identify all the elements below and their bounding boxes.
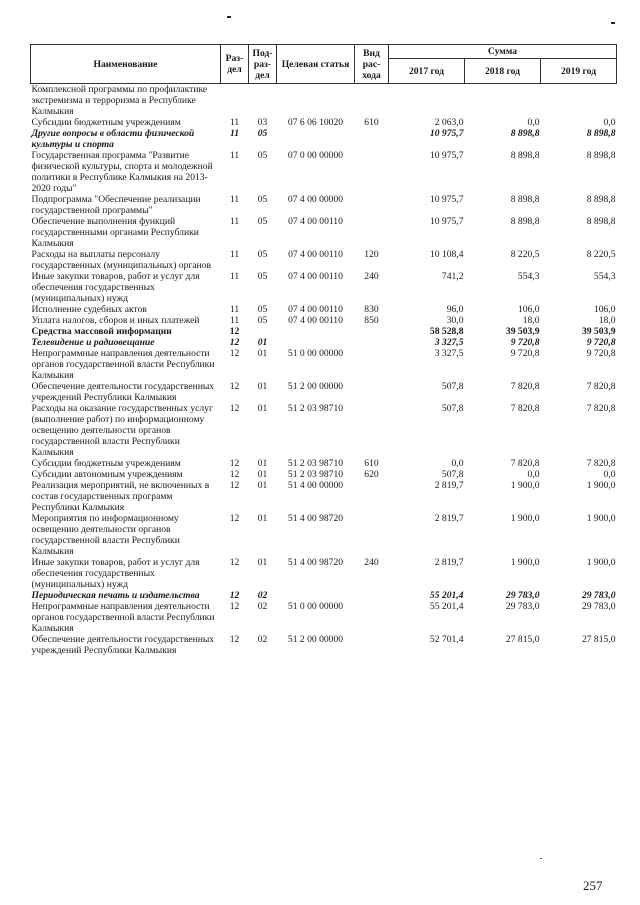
row-sum-2019: 0,0 — [603, 117, 616, 128]
row-razdel: 12 — [229, 601, 240, 612]
row-celevaya: 07 4 00 00110 — [288, 216, 343, 227]
row-sum-2019: 106,0 — [593, 304, 616, 315]
row-vid: 240 — [364, 271, 379, 282]
row-name: Непрограммные направления деятельности органов государственной власти Республики Калмыкия — [31, 348, 215, 381]
row-name: Субсидии бюджетным учреждениям — [31, 458, 181, 469]
row-celevaya — [277, 128, 355, 150]
row-razdel: 12 — [229, 513, 240, 524]
row-razdel: 12 — [229, 348, 240, 359]
row-podrazdel: 01 — [257, 403, 268, 414]
row-name: Периодическая печать и издательства — [31, 590, 200, 601]
row-sum-2019: 0,0 — [603, 469, 616, 480]
table-row — [31, 117, 617, 128]
table-row — [31, 381, 617, 403]
row-razdel: 11 — [229, 216, 240, 227]
row-name: Непрограммные направления деятельности органов государственной власти Республики Калмыкия — [31, 601, 215, 634]
row-sum-2017: 10 975,7 — [429, 150, 464, 161]
row-vid — [355, 590, 389, 601]
row-vid — [355, 348, 389, 381]
header-name: Наименование — [31, 45, 221, 84]
row-sum-2019: 39 503,9 — [581, 326, 616, 337]
row-vid — [355, 150, 389, 194]
row-sum-2017: 10 108,4 — [429, 249, 464, 260]
row-sum-2018: 554,3 — [517, 271, 540, 282]
row-sum-2017: 0,0 — [451, 458, 464, 469]
row-name: Подпрограмма "Обеспечение реализации государственной программы" — [31, 194, 201, 216]
row-sum-2017: 507,8 — [441, 381, 464, 392]
row-name: Телевидение и радиовещание — [31, 337, 155, 348]
table-header — [31, 45, 617, 84]
row-sum-2019: 1 900,0 — [586, 480, 616, 491]
row-celevaya: 07 4 00 00110 — [288, 271, 343, 282]
row-razdel: 11 — [229, 150, 240, 161]
table-row — [31, 458, 617, 469]
row-podrazdel — [249, 84, 277, 118]
row-vid — [355, 194, 389, 216]
table-row — [31, 634, 617, 656]
row-sum-2018: 0,0 — [527, 117, 540, 128]
row-celevaya — [277, 590, 355, 601]
row-sum-2019: 9 720,8 — [586, 348, 616, 359]
row-razdel: 12 — [229, 458, 240, 469]
table-row — [31, 557, 617, 590]
row-name: Субсидии бюджетным учреждениям — [31, 117, 181, 128]
row-sum-2018: 106,0 — [517, 304, 540, 315]
row-vid: 610 — [364, 458, 379, 469]
table-row — [31, 337, 617, 348]
budget-table — [30, 44, 617, 656]
row-sum-2017: 58 528,8 — [429, 326, 464, 337]
row-sum-2018 — [465, 84, 541, 118]
table-row — [31, 315, 617, 326]
row-sum-2019 — [541, 84, 617, 118]
table-row — [31, 271, 617, 304]
row-podrazdel: 01 — [257, 458, 268, 469]
row-vid — [355, 128, 389, 150]
table-row — [31, 601, 617, 634]
row-sum-2018: 9 720,8 — [510, 348, 540, 359]
table-row — [31, 513, 617, 557]
row-podrazdel: 05 — [257, 304, 268, 315]
row-sum-2018: 1 900,0 — [510, 480, 540, 491]
row-sum-2018: 29 783,0 — [505, 601, 540, 612]
row-podrazdel — [249, 326, 277, 337]
row-podrazdel: 02 — [257, 590, 268, 601]
row-razdel: 12 — [229, 403, 240, 414]
row-podrazdel: 05 — [257, 216, 268, 227]
row-celevaya: 07 4 00 00110 — [288, 315, 343, 326]
row-name: Субсидии автономным учреждениям — [31, 469, 183, 480]
row-sum-2017: 3 327,5 — [434, 348, 464, 359]
row-sum-2019: 18,0 — [598, 315, 616, 326]
scan-dot — [540, 858, 542, 859]
row-razdel: 12 — [229, 469, 240, 480]
row-razdel: 12 — [229, 480, 240, 491]
row-sum-2017: 55 201,4 — [429, 601, 464, 612]
row-sum-2017: 2 819,7 — [434, 480, 464, 491]
row-sum-2017: 2 063,0 — [434, 117, 464, 128]
row-vid: 620 — [364, 469, 379, 480]
row-podrazdel: 01 — [257, 557, 268, 568]
row-celevaya: 51 4 00 00000 — [287, 480, 344, 491]
row-sum-2019: 7 820,8 — [586, 403, 616, 414]
row-name: Расходы на выплаты персоналу государственных (муниципальных) органов — [31, 249, 212, 271]
row-celevaya: 51 2 00 00000 — [287, 381, 344, 392]
row-celevaya — [277, 337, 355, 348]
row-name: Расходы на оказание государственных услуг (выполнение работ) по информационному освещению деятельности органов государственной власти Республики Калмыкия — [31, 403, 213, 458]
table-row — [31, 249, 617, 271]
row-sum-2019: 8 898,8 — [586, 150, 616, 161]
row-name: Мероприятия по информационному освещению деятельности органов государственной власти Республики Калмыкия — [31, 513, 180, 557]
table-row — [31, 304, 617, 315]
row-sum-2017: 3 327,5 — [434, 337, 464, 348]
scan-mark — [227, 16, 231, 18]
row-sum-2018: 9 720,8 — [510, 337, 540, 348]
scan-mark — [611, 22, 615, 24]
row-vid: 120 — [364, 249, 379, 260]
row-sum-2019: 8 898,8 — [586, 194, 616, 205]
row-sum-2018: 1 900,0 — [510, 557, 540, 568]
row-sum-2017: 55 201,4 — [429, 590, 464, 601]
row-sum-2017: 10 975,7 — [429, 216, 464, 227]
row-sum-2017: 96,0 — [446, 304, 464, 315]
row-sum-2019: 7 820,8 — [586, 381, 616, 392]
table-row — [31, 590, 617, 601]
row-vid — [355, 337, 389, 348]
row-celevaya: 07 4 00 00110 — [288, 304, 343, 315]
row-celevaya: 51 2 00 00000 — [287, 634, 344, 645]
row-sum-2018: 27 815,0 — [505, 634, 540, 645]
row-sum-2017: 507,8 — [441, 469, 464, 480]
row-razdel: 12 — [229, 337, 240, 348]
table-row — [31, 469, 617, 480]
row-sum-2019: 27 815,0 — [581, 634, 616, 645]
row-celevaya — [277, 84, 355, 118]
row-celevaya: 51 4 00 98720 — [287, 513, 344, 524]
row-name: Реализация мероприятий, не включенных в состав государственных программ Республики Калмыкия — [31, 480, 210, 513]
row-sum-2019: 8 220,5 — [586, 249, 616, 260]
row-name: Обеспечение деятельности государственных учреждений Республики Калмыкия — [31, 381, 215, 403]
row-razdel: 12 — [229, 557, 240, 568]
row-name: Комплексной программы по профилактике экстремизма и терроризма в Республике Калмыкия — [31, 84, 208, 117]
table-row — [31, 348, 617, 381]
row-sum-2018: 8 898,8 — [510, 128, 540, 139]
row-sum-2019: 554,3 — [593, 271, 616, 282]
row-celevaya — [277, 326, 355, 337]
table-row — [31, 128, 617, 150]
row-sum-2019: 29 783,0 — [581, 601, 616, 612]
row-podrazdel: 05 — [257, 128, 268, 139]
header-celevaya: Целевая статья — [277, 45, 355, 84]
row-podrazdel: 01 — [257, 381, 268, 392]
row-sum-2017: 741,2 — [441, 271, 464, 282]
row-name: Иные закупки товаров, работ и услуг для обеспечения государственных (муниципальных) нужд — [31, 557, 200, 590]
row-celevaya: 07 6 06 10020 — [287, 117, 344, 128]
row-sum-2019: 29 783,0 — [581, 590, 616, 601]
header-2018: 2018 год — [465, 59, 541, 84]
row-razdel: 12 — [229, 634, 240, 645]
row-name: Уплата налогов, сборов и иных платежей — [31, 315, 200, 326]
row-sum-2018: 39 503,9 — [505, 326, 540, 337]
row-podrazdel: 01 — [257, 337, 268, 348]
header-summa: Сумма — [389, 45, 617, 59]
row-celevaya: 51 2 03 98710 — [287, 469, 344, 480]
table-row — [31, 326, 617, 337]
table-row — [31, 150, 617, 194]
row-podrazdel: 05 — [257, 249, 268, 260]
row-sum-2018: 8 898,8 — [510, 150, 540, 161]
row-vid — [355, 326, 389, 337]
row-celevaya: 51 2 03 98710 — [287, 403, 344, 414]
row-celevaya: 51 0 00 00000 — [287, 348, 344, 359]
row-name: Государственная программа "Развитие физической культуры, спорта и молодежной политики в Республике Калмыкия на 2013-2020 годы" — [31, 150, 213, 194]
row-razdel — [221, 84, 249, 118]
row-razdel: 11 — [229, 271, 240, 282]
row-razdel: 11 — [229, 249, 240, 260]
row-sum-2018: 8 898,8 — [510, 194, 540, 205]
row-podrazdel: 01 — [257, 513, 268, 524]
row-vid: 850 — [364, 315, 379, 326]
table-row — [31, 403, 617, 458]
row-vid — [355, 601, 389, 634]
row-name: Иные закупки товаров, работ и услуг для обеспечения государственных (муниципальных) нужд — [31, 271, 200, 304]
row-celevaya: 07 0 00 00000 — [287, 150, 344, 161]
row-sum-2017 — [389, 84, 465, 118]
row-sum-2018: 7 820,8 — [510, 403, 540, 414]
row-podrazdel: 05 — [257, 315, 268, 326]
row-vid — [355, 480, 389, 513]
row-vid — [355, 84, 389, 118]
row-name: Обеспечение выполнения функций государственными органами Республики Калмыкия — [31, 216, 199, 249]
row-podrazdel: 02 — [257, 634, 268, 645]
row-podrazdel: 05 — [257, 194, 268, 205]
row-razdel: 12 — [229, 381, 240, 392]
row-sum-2017: 10 975,7 — [429, 128, 464, 139]
row-razdel: 12 — [229, 590, 240, 601]
header-2017: 2017 год — [389, 59, 465, 84]
table-row — [31, 216, 617, 249]
row-podrazdel: 01 — [257, 469, 268, 480]
header-vid: Вид рас-хода — [355, 45, 389, 84]
row-celevaya: 51 4 00 98720 — [287, 557, 344, 568]
row-vid — [355, 381, 389, 403]
row-sum-2017: 507,8 — [441, 403, 464, 414]
page-number: 257 — [583, 878, 603, 893]
header-razdel: Раз-дел — [221, 45, 249, 84]
row-celevaya: 51 2 03 98710 — [287, 458, 344, 469]
row-sum-2019: 1 900,0 — [586, 513, 616, 524]
row-vid — [355, 634, 389, 656]
row-podrazdel: 05 — [257, 271, 268, 282]
table-body — [31, 84, 617, 657]
row-celevaya: 07 4 00 00110 — [288, 249, 343, 260]
row-sum-2017: 30,0 — [446, 315, 464, 326]
row-podrazdel: 03 — [257, 117, 268, 128]
row-sum-2018: 7 820,8 — [510, 381, 540, 392]
row-sum-2018: 8 898,8 — [510, 216, 540, 227]
table-row — [31, 84, 617, 118]
row-sum-2019: 8 898,8 — [586, 128, 616, 139]
row-celevaya: 51 0 00 00000 — [287, 601, 344, 612]
row-sum-2018: 18,0 — [522, 315, 540, 326]
row-sum-2019: 7 820,8 — [586, 458, 616, 469]
row-sum-2017: 2 819,7 — [434, 557, 464, 568]
row-sum-2018: 29 783,0 — [505, 590, 540, 601]
row-podrazdel: 01 — [257, 480, 268, 491]
row-vid — [355, 513, 389, 557]
header-podrazdel: Под-раз-дел — [249, 45, 277, 84]
row-sum-2017: 2 819,7 — [434, 513, 464, 524]
row-vid: 610 — [364, 117, 379, 128]
table-row — [31, 480, 617, 513]
row-razdel: 11 — [229, 315, 240, 326]
row-vid: 240 — [364, 557, 379, 568]
row-sum-2017: 52 701,4 — [429, 634, 464, 645]
row-razdel: 11 — [229, 304, 240, 315]
row-vid: 830 — [364, 304, 379, 315]
row-vid — [355, 216, 389, 249]
row-name: Исполнение судебных актов — [31, 304, 147, 315]
row-sum-2017: 10 975,7 — [429, 194, 464, 205]
row-name: Средства массовой информации — [31, 326, 172, 337]
row-sum-2019: 9 720,8 — [586, 337, 616, 348]
row-celevaya: 07 4 00 00000 — [287, 194, 344, 205]
row-razdel: 12 — [229, 326, 240, 337]
row-podrazdel: 05 — [257, 150, 268, 161]
header-2019: 2019 год — [541, 59, 617, 84]
row-razdel: 11 — [229, 128, 240, 139]
table-row — [31, 194, 617, 216]
row-sum-2018: 7 820,8 — [510, 458, 540, 469]
row-vid — [355, 403, 389, 458]
row-sum-2018: 8 220,5 — [510, 249, 540, 260]
row-podrazdel: 02 — [257, 601, 268, 612]
row-sum-2018: 1 900,0 — [510, 513, 540, 524]
row-razdel: 11 — [229, 117, 240, 128]
row-sum-2019: 8 898,8 — [586, 216, 616, 227]
row-razdel: 11 — [229, 194, 240, 205]
row-name: Другие вопросы в области физической культуры и спорта — [31, 128, 195, 150]
row-sum-2018: 0,0 — [527, 469, 540, 480]
row-name: Обеспечение деятельности государственных учреждений Республики Калмыкия — [31, 634, 215, 656]
row-podrazdel: 01 — [257, 348, 268, 359]
row-sum-2019: 1 900,0 — [586, 557, 616, 568]
